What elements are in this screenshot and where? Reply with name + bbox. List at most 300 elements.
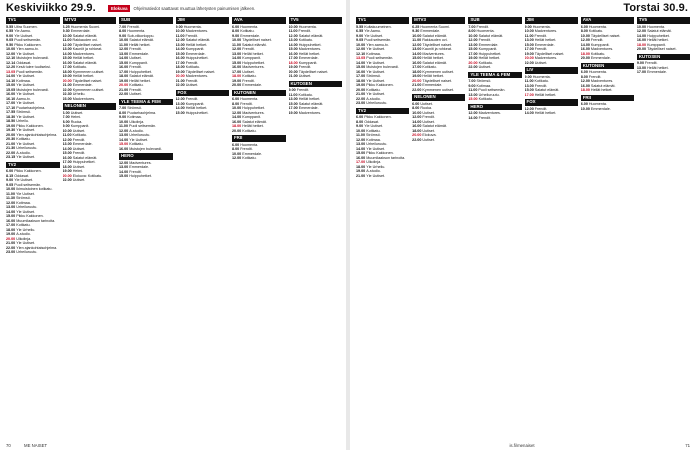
program-time: 18.00 <box>232 74 242 78</box>
program-title: Uutiset. <box>72 128 86 133</box>
program-title: Frendit. <box>185 33 199 38</box>
program-title: Kotikatu. <box>16 223 31 227</box>
program-title: Strömsö. <box>127 106 142 110</box>
program-time: 22.00 <box>175 83 185 87</box>
program-title: Hellät hetket. <box>478 56 501 60</box>
program-time: 18.00 <box>232 124 242 128</box>
program-row <box>468 116 521 121</box>
program-title: Emmerdale. <box>422 83 443 87</box>
program-time: 8.00 <box>468 29 476 33</box>
program-time: 14.00 <box>62 146 72 151</box>
program-title: Uutiset. <box>72 164 86 169</box>
program-time: 22.00 <box>524 60 534 65</box>
program-title: Yle Uutiset. <box>16 155 36 159</box>
program-title: Kotikatu. <box>298 38 314 42</box>
program-title: Frendit. <box>590 38 604 42</box>
program-title: Salatut elämät. <box>422 33 448 38</box>
program-title: Frendit. <box>534 33 548 38</box>
program-title: Huomenta. <box>240 142 259 147</box>
program-time: 9.00 <box>232 33 240 38</box>
program-title: Täydelliset naiset. <box>647 47 677 51</box>
program-title: Kotikatu. <box>72 133 87 137</box>
program-title: Kumppanit. <box>242 56 261 60</box>
program-time: 10.00 <box>6 47 16 51</box>
channel-heading: TV2 <box>6 162 60 169</box>
program-title: Frendit. <box>72 151 86 155</box>
program-time: 16.00 <box>62 155 72 160</box>
program-title: Puoli seitsemän. <box>366 56 394 60</box>
program-title: Frendit. <box>129 65 142 69</box>
program-time: 10.00 <box>119 38 129 42</box>
program-title: Salatut elämät. <box>72 155 98 160</box>
program-title: Kotimaa. <box>127 115 142 119</box>
program-time: 13.00 <box>119 133 129 137</box>
program-title: Täydelliset naiset. <box>298 69 329 74</box>
program-time: 15.00 <box>288 101 298 106</box>
program-title: Muumilaakson tarinoita. <box>16 218 56 223</box>
program-time: 19.00 <box>62 74 72 78</box>
program-title: Uutiset. <box>72 178 86 182</box>
program-title: Kotikatu. <box>422 65 437 69</box>
program-title: Strömsö. <box>16 110 31 114</box>
program-title: Frendit. <box>296 88 310 92</box>
program-title: Ylen ajankohtaisohjelma. <box>16 245 58 250</box>
channel-heading: HERO <box>468 104 521 111</box>
program-time: 9.00 <box>524 24 532 29</box>
program-time: 6.25 <box>412 24 420 29</box>
page-number: 71 <box>685 443 690 448</box>
program-title: Kotikatu. <box>478 60 493 65</box>
channel-heading: FRII <box>581 95 634 102</box>
program-time: 16.00 <box>412 60 422 65</box>
program-time: 15.00 <box>468 47 478 51</box>
page-header <box>108 4 342 12</box>
program-title: Hellät hetket. <box>298 97 321 101</box>
program-time: 12.00 <box>62 42 72 47</box>
program-time: 18.00 <box>62 164 72 169</box>
program-title: Pikku Kakkonen. <box>14 42 42 47</box>
program-time: 14.10 <box>6 78 16 83</box>
program-title: Kotikatu. <box>534 79 549 83</box>
program-time: 21.00 <box>412 83 422 87</box>
program-time: 12.00 <box>232 47 242 51</box>
program-time: 6.25 <box>62 24 70 29</box>
listing-column <box>468 15 521 438</box>
program-time: 15.00 <box>356 65 366 69</box>
program-title: Huomenta. <box>298 24 317 29</box>
program-title: Yle Uutiset. <box>14 178 34 182</box>
program-time: 10.00 <box>580 33 590 38</box>
program-time: 6.55 <box>6 29 14 33</box>
program-title: Yle Uutiset. <box>16 209 36 214</box>
program-time: 15.00 <box>175 51 185 56</box>
program-title: Uutiset. <box>420 101 433 106</box>
program-title: Ultra Suomen. <box>14 24 38 29</box>
program-time: 12.00 <box>468 38 478 42</box>
program-title: Strömsö. <box>476 79 492 83</box>
program-title: Kesä tulee tuuliseksi. <box>16 65 51 69</box>
program-title: Pikku Kakkonen. <box>366 151 394 155</box>
program-time: 16.00 <box>288 51 298 56</box>
program-title: Helmi. <box>72 169 84 173</box>
program-time: 15.00 <box>288 47 298 51</box>
program-title: Emmerdale. <box>420 29 441 33</box>
program-title: Kauniit ja rohkeat. <box>72 47 103 51</box>
program-title: Hellät hetket. <box>129 78 151 83</box>
program-title: Madventures. <box>185 29 209 33</box>
program-time: 7.00 <box>468 79 476 83</box>
channel-heading: MTV3 <box>63 17 117 24</box>
channel-heading: MTV3 <box>412 17 465 24</box>
program-time: 22.00 <box>412 137 422 142</box>
program-title: A-studio. <box>16 150 31 155</box>
program-row <box>412 138 465 143</box>
program-time: 21.00 <box>6 241 16 245</box>
channel-heading: KUTONEN <box>232 90 286 97</box>
program-title: Huomenta. <box>183 24 202 29</box>
program-title: Salatut elämät. <box>298 101 324 106</box>
program-time: 18.00 <box>412 128 422 133</box>
program-title: Salatut elämät. <box>185 38 211 42</box>
program-title: Yle Uutiset. <box>16 241 36 245</box>
program-time: 7.00 <box>119 24 127 29</box>
program-title: Frendit. <box>240 101 253 106</box>
program-time: 10.00 <box>524 29 534 33</box>
program-time: 20.00 <box>636 47 647 51</box>
program-title: Yle Uutiset. <box>129 137 149 142</box>
program-time: 5.55 <box>6 24 14 29</box>
program-time: 17.00 <box>356 74 366 78</box>
program-title: Kotikatu. <box>129 142 144 146</box>
program-time: 20.00 <box>356 87 366 92</box>
program-time: 6.00 <box>232 142 240 147</box>
program-title: Uutiset. <box>478 65 492 69</box>
program-title: Kumppanit. <box>185 101 205 106</box>
program-title: Huippuhetket. <box>185 110 209 115</box>
program-time: 6.55 <box>356 29 364 33</box>
program-time: 14.00 <box>119 56 129 60</box>
program-time: 10.00 <box>288 24 298 29</box>
program-title: Hellät hetket. <box>129 42 151 47</box>
program-title: Kotikatu. <box>298 92 313 97</box>
program-title: Täydelliset naiset. <box>590 33 621 38</box>
program-title: Yle Aamu. <box>14 29 31 33</box>
program-title: A-studio. <box>366 169 381 173</box>
program-time: 17.00 <box>62 65 72 69</box>
program-time: 22.30 <box>62 92 72 96</box>
program-title: Huomenta. <box>127 29 146 33</box>
program-title: Kotimaa. <box>366 137 381 142</box>
program-row <box>232 83 286 88</box>
program-title: Pikku Kakkonen. <box>16 123 44 128</box>
program-title: Kotikatu. <box>16 137 31 141</box>
listing-column <box>525 15 578 438</box>
listing-column <box>232 15 286 438</box>
program-title: Salatut elämät. <box>590 83 616 88</box>
program-row <box>468 65 521 70</box>
listing-column <box>289 15 343 438</box>
program-title: Huippuhetket. <box>72 160 96 164</box>
program-row <box>232 156 286 161</box>
program-title: Hellät hetket. <box>534 111 557 115</box>
program-title: Kymmenen uutiset. <box>72 69 105 74</box>
program-time: 12.00 <box>6 200 16 205</box>
program-title: Hellät hetket. <box>647 38 669 42</box>
program-time: 9.00 <box>636 61 645 65</box>
program-time: 15.00 <box>62 151 72 155</box>
program-row <box>289 74 343 79</box>
program-time: 12.00 <box>580 38 590 42</box>
program-time: 14.00 <box>356 60 366 65</box>
program-time: 23.00 <box>62 96 72 101</box>
program-time: 16.10 <box>6 96 16 101</box>
program-title: Madventures. <box>534 29 558 33</box>
program-time: 18.00 <box>356 78 366 83</box>
channel-heading: KUTONEN <box>581 63 634 70</box>
program-time: 17.00 <box>175 60 185 65</box>
program-time: 20.00 <box>412 133 422 137</box>
program-title: Kotikatu. <box>242 74 257 78</box>
program-time: 10.00 <box>412 33 422 38</box>
program-time: 16.00 <box>62 60 72 65</box>
program-title: Uutiset. <box>298 74 312 78</box>
program-row <box>63 178 117 183</box>
program-title: Kotimaa. <box>476 83 492 88</box>
program-title: Salatut elämät. <box>129 74 154 78</box>
program-time: 14.00 <box>524 111 534 115</box>
program-title: Yle Uutiset. <box>16 114 36 119</box>
program-time: 19.00 <box>468 56 478 60</box>
program-title: Huomenta. <box>647 24 666 29</box>
program-time: 15.00 <box>356 151 366 155</box>
program-title: Oddasat. <box>16 60 32 65</box>
program-title: Hellät hetket. <box>242 51 264 56</box>
program-time: 20.00 <box>62 78 72 83</box>
channel-heading: JIM <box>176 17 230 24</box>
program-title: Yle Uutiset. <box>366 69 386 74</box>
program-time: 20.30 <box>6 137 16 141</box>
program-title: Täydelliset naiset. <box>242 38 272 42</box>
program-time: 14.00 <box>119 137 129 142</box>
program-title: Kumppanit. <box>242 115 261 119</box>
program-time: 23.00 <box>6 250 16 254</box>
program-title: Kotikatu. <box>185 65 201 69</box>
program-time: 16.00 <box>356 69 366 74</box>
program-time: 16.00 <box>580 47 590 51</box>
program-time: 18.00 <box>119 74 129 78</box>
program-title: Kumppanit. <box>185 47 205 51</box>
program-time: 8.00 <box>232 101 240 106</box>
program-title: Emmerdale. <box>72 83 93 87</box>
program-title: Ylen ajankohtaisohjelma. <box>16 132 58 137</box>
program-time: 15.00 <box>524 42 534 47</box>
listing-column <box>412 15 465 438</box>
program-title: Emmerdale. <box>298 106 319 110</box>
program-time: 10.00 <box>232 38 242 42</box>
program-time: 9.00 <box>356 33 364 38</box>
program-time: 8.00 <box>232 29 240 33</box>
program-row <box>525 93 578 98</box>
program-time: 11.00 <box>288 29 298 33</box>
program-time: 10.00 <box>356 128 366 133</box>
program-time: 20.00 <box>232 128 242 133</box>
program-title: Frendit. <box>185 60 199 65</box>
program-title: Huomenta. <box>532 74 551 79</box>
program-row <box>119 174 173 179</box>
program-time: 7.00 <box>119 106 127 110</box>
program-row <box>581 56 634 61</box>
program-time: 19.00 <box>175 69 185 74</box>
program-time: 16.00 <box>6 92 16 96</box>
program-row <box>468 97 521 102</box>
program-row <box>412 88 465 93</box>
program-title: Emmerdale. <box>478 42 499 47</box>
program-time: 9.50 <box>6 42 14 47</box>
program-title: Emmerdale. <box>298 56 319 60</box>
program-time: 18.30 <box>6 114 16 119</box>
program-title: Urheilu. <box>16 119 29 123</box>
program-time: 8.00 <box>580 29 588 33</box>
program-title: Emmerdale. <box>72 142 93 146</box>
channel-heading: FRII <box>232 135 286 142</box>
program-row <box>637 70 690 75</box>
program-title: Salatut elämät. <box>422 124 448 128</box>
program-row <box>581 88 634 93</box>
program-time: 21.00 <box>119 87 129 92</box>
program-title: Elokuva: Kotikatu. <box>72 173 103 178</box>
program-time: 10.00 <box>119 119 129 124</box>
program-time: 10.00 <box>175 29 185 33</box>
listing-column <box>356 15 409 438</box>
program-time: 8.00 <box>412 106 420 110</box>
program-time: 17.00 <box>288 106 298 110</box>
program-title: Urheiluruutu. <box>129 133 151 137</box>
program-title: Madventures. <box>298 47 322 51</box>
program-title: Ulkolinja. <box>16 236 32 241</box>
program-title: Kotikatu. <box>242 156 257 160</box>
program-time: 9.00 <box>524 74 532 79</box>
program-title: Yle Uutiset. <box>366 60 386 65</box>
program-time: 6.00 <box>62 110 70 115</box>
program-time: 12.00 <box>175 38 185 42</box>
program-time: 18.00 <box>412 69 422 74</box>
program-title: Emmerdale. <box>185 51 206 56</box>
program-time: 9.00 <box>356 124 364 128</box>
program-time: 21.00 <box>6 141 16 146</box>
channel-heading: LIV <box>525 67 578 74</box>
program-title: Muistojen bulevardi. <box>366 65 400 69</box>
program-time: 14.00 <box>6 209 16 214</box>
program-title: Täydelliset naiset. <box>534 51 565 56</box>
program-title: Urheiluruutu. <box>366 142 388 146</box>
program-title: Frendit. <box>645 61 658 65</box>
program-time: 22.00 <box>6 150 16 155</box>
program-time: 9.00 <box>119 33 127 38</box>
program-title: Täydelliset naiset. <box>422 78 452 83</box>
program-time: 22.00 <box>62 178 72 182</box>
program-title: Aamu-tv. <box>16 96 31 101</box>
header-tag: Elokuva <box>108 5 130 12</box>
program-time: 14.00 <box>356 146 366 151</box>
program-title: Pikku Kakkonen. <box>364 115 392 119</box>
program-time: 14.00 <box>468 115 478 120</box>
program-time: 17.00 <box>636 70 647 74</box>
program-title: Madventures. <box>242 110 265 115</box>
program-title: Hellät hetket. <box>534 92 557 97</box>
program-title: Oddasat. <box>364 119 380 124</box>
program-time: 13.00 <box>119 165 129 169</box>
program-time: 18.50 <box>6 119 16 123</box>
program-time: 8.00 <box>119 29 127 33</box>
program-row <box>525 111 578 116</box>
program-title: Hellät hetket. <box>298 51 321 56</box>
program-title: Frendit. <box>478 38 492 42</box>
program-title: Huippuhetket. <box>298 42 322 47</box>
channel-heading: FOX <box>176 90 230 97</box>
program-time: 9.00 <box>62 124 70 128</box>
program-title: Uutiset. <box>422 110 435 115</box>
program-time: 8.15 <box>6 173 14 178</box>
program-title: Puoli seitsemän. <box>14 182 42 187</box>
program-title: Yle Urheilu. <box>16 227 36 232</box>
program-time: 20.00 <box>524 56 534 60</box>
program-title: Pikku Kakkonen. <box>14 169 42 173</box>
program-title: Huomenta. <box>588 24 607 29</box>
program-title: Frendit. <box>127 24 140 29</box>
program-title: Kumppanit. <box>478 47 498 51</box>
program-title: Hellät hetket. <box>422 74 444 78</box>
program-title: Emmerdale. <box>647 70 667 74</box>
program-time: 18.00 <box>62 69 72 74</box>
program-title: Strömsö. <box>16 196 31 200</box>
program-time: 16.00 <box>119 65 129 69</box>
program-time: 14.00 <box>636 33 647 38</box>
program-title: Muistojen bulevardi. <box>16 56 50 60</box>
program-time: 20.00 <box>412 78 422 83</box>
channel-heading: YLE TEEMA & FEM <box>119 99 173 106</box>
program-time: 20.00 <box>119 83 129 87</box>
program-time: 7.00 <box>468 24 476 29</box>
program-title: Huomenta. <box>240 24 259 29</box>
program-title: Kotikatu. <box>590 51 606 56</box>
program-time: 13.00 <box>62 142 72 146</box>
program-time: 9.05 <box>356 38 364 42</box>
program-time: 16.00 <box>356 155 366 160</box>
program-title: Emmerdale. <box>590 106 611 111</box>
program-title: Yle Uutiset. <box>366 78 386 83</box>
program-time: 16.00 <box>232 65 242 69</box>
program-title: Madventures. <box>422 51 445 56</box>
program-time: 15.00 <box>119 60 129 65</box>
program-time: 12.00 <box>288 33 298 38</box>
program-time: 11.00 <box>524 33 534 38</box>
program-title: Täydelliset naiset. <box>72 42 103 47</box>
program-title: Emmerdale. <box>590 56 611 60</box>
program-time: 11.00 <box>412 38 422 42</box>
program-time: 16.00 <box>580 83 590 88</box>
program-title: Madventures. <box>590 79 614 83</box>
program-time: 18.00 <box>580 51 590 56</box>
program-title: Hellät hetket. <box>185 106 208 110</box>
program-time: 20.00 <box>232 83 242 87</box>
program-time: 11.00 <box>175 33 185 38</box>
program-time: 19.00 <box>232 78 242 83</box>
program-title: Strömsö. <box>366 133 381 137</box>
program-title: Urheilu. <box>72 92 86 96</box>
program-title: Frendit. <box>478 115 492 120</box>
program-title: Pikku Kakkonen. <box>366 83 394 87</box>
listing-column <box>63 15 117 438</box>
